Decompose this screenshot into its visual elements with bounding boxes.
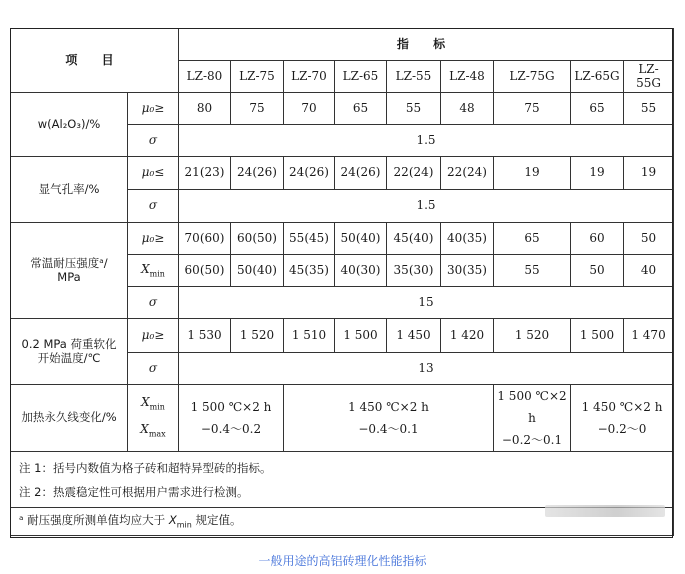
table-cell: 1 420 xyxy=(441,319,494,353)
pld-temp: 1 450 ℃×2 h xyxy=(348,400,429,414)
table-cell: 48 xyxy=(441,93,494,125)
table-frame xyxy=(10,28,673,538)
footnote-sub: min xyxy=(176,520,192,530)
grade-header: LZ-55G xyxy=(624,61,674,93)
footnote-prefix: ᵃ 耐压强度所测单值均应大于 xyxy=(19,512,169,527)
index-header: 指 标 xyxy=(179,29,674,61)
grade-header: LZ-48 xyxy=(441,61,494,93)
table-cell: 60 xyxy=(571,223,624,255)
pld-temp: 1 500 ℃×2 h xyxy=(497,389,567,425)
table-cell: 65 xyxy=(571,93,624,125)
table-cell: 60(50) xyxy=(231,223,284,255)
pld-range: −0.2～0 xyxy=(597,422,647,436)
table-cell: 55 xyxy=(494,255,571,287)
pld-temp: 1 450 ℃×2 h xyxy=(581,400,663,414)
table-cell: 1 520 xyxy=(494,319,571,353)
table-cell: 70(60) xyxy=(179,223,231,255)
table-cell: 70 xyxy=(284,93,335,125)
strength-label-line1: 常温耐压强度ᵃ/ xyxy=(30,256,108,271)
pld-range: −0.4～0.1 xyxy=(358,422,419,436)
grade-header: LZ-55 xyxy=(387,61,441,93)
mu-symbol: μ₀≥ xyxy=(128,319,179,353)
sigma-value: 15 xyxy=(179,287,674,319)
pld-label: 加热永久线变化/% xyxy=(11,385,128,452)
table-cell: 45(40) xyxy=(387,223,441,255)
table-cell: 21(23) xyxy=(179,157,231,190)
table-cell: 75 xyxy=(494,93,571,125)
sigma-symbol: σ xyxy=(128,287,179,319)
table-cell: 1 500 xyxy=(571,319,624,353)
grade-header: LZ-70 xyxy=(284,61,335,93)
xmin-sub: min xyxy=(149,402,165,411)
table-cell: 30(35) xyxy=(441,255,494,287)
table-cell: 55(45) xyxy=(284,223,335,255)
strength-label-line2: MPa xyxy=(57,269,81,284)
table-cell: 19 xyxy=(571,157,624,190)
table-cell: 65 xyxy=(494,223,571,255)
mu-symbol: μ₀≥ xyxy=(128,223,179,255)
pld-temp: 1 500 ℃×2 h xyxy=(190,400,272,414)
pld-range: −0.2～0.1 xyxy=(501,433,563,447)
table-cell: 19 xyxy=(624,157,674,190)
grade-header: LZ-80 xyxy=(179,61,231,93)
footnote-sym: X xyxy=(168,512,177,527)
table-cell: 50 xyxy=(624,223,674,255)
table-cell: 75 xyxy=(231,93,284,125)
al2o3-label: w(Al₂O₃)/% xyxy=(11,93,128,157)
sigma-value: 1.5 xyxy=(179,125,674,157)
sigma-value: 1.5 xyxy=(179,190,674,223)
table-cell: 55 xyxy=(624,93,674,125)
table-cell: 40(35) xyxy=(441,223,494,255)
table-cell: 19 xyxy=(494,157,571,190)
table-cell: 1 470 xyxy=(624,319,674,353)
mu-symbol: μ₀≥ xyxy=(128,93,179,125)
xmin-sym: X xyxy=(141,261,150,276)
table-cell: 1 520 xyxy=(231,319,284,353)
table-cell: 1 510 xyxy=(284,319,335,353)
table-cell: 22(24) xyxy=(387,157,441,190)
sigma-value: 13 xyxy=(179,353,674,385)
table-cell: 24(26) xyxy=(231,157,284,190)
xmin-sub: min xyxy=(149,269,165,279)
grade-header: LZ-75G xyxy=(494,61,571,93)
table-cell: 22(24) xyxy=(441,157,494,190)
table-cell: 50 xyxy=(571,255,624,287)
table-cell: 24(26) xyxy=(284,157,335,190)
sigma-symbol: σ xyxy=(128,190,179,223)
table-cell: 45(35) xyxy=(284,255,335,287)
table-cell: 1 500 xyxy=(335,319,387,353)
xmin-sym: X xyxy=(141,394,150,409)
table-cell: 60(50) xyxy=(179,255,231,287)
grade-header: LZ-75 xyxy=(231,61,284,93)
pld-range: −0.4～0.2 xyxy=(200,422,262,436)
xmax-sub: max xyxy=(148,429,166,439)
sigma-symbol: σ xyxy=(128,125,179,157)
note-2: 注 2：热震稳定性可根据用户需求进行检测。 xyxy=(19,484,249,499)
table-cell: 1 450 xyxy=(387,319,441,353)
softening-label-line2: 开始温度/℃ xyxy=(37,350,101,365)
item-header: 项 目 xyxy=(11,29,179,93)
watermark xyxy=(545,505,665,517)
table-cell: 24(26) xyxy=(335,157,387,190)
table-cell: 40 xyxy=(624,255,674,287)
table-cell: 55 xyxy=(387,93,441,125)
table-cell: 50(40) xyxy=(335,223,387,255)
table-cell: 65 xyxy=(335,93,387,125)
footnote-suffix: 规定值。 xyxy=(191,512,242,527)
table-cell: 80 xyxy=(179,93,231,125)
table-cell: 40(30) xyxy=(335,255,387,287)
note-1: 注 1：括号内数值为格子砖和超特异型砖的指标。 xyxy=(19,460,272,475)
table-cell: 50(40) xyxy=(231,255,284,287)
grade-header: LZ-65 xyxy=(335,61,387,93)
grade-header: LZ-65G xyxy=(571,61,624,93)
mu-symbol: μ₀≤ xyxy=(128,157,179,190)
table-cell: 35(30) xyxy=(387,255,441,287)
softening-label-line1: 0.2 MPa 荷重软化 xyxy=(21,337,117,352)
porosity-label: 显气孔率/% xyxy=(11,157,128,223)
figure-caption: 一般用途的高铝砖理化性能指标 xyxy=(258,554,427,568)
table-cell: 1 530 xyxy=(179,319,231,353)
sigma-symbol: σ xyxy=(128,353,179,385)
xmax-sym: X xyxy=(140,422,149,436)
